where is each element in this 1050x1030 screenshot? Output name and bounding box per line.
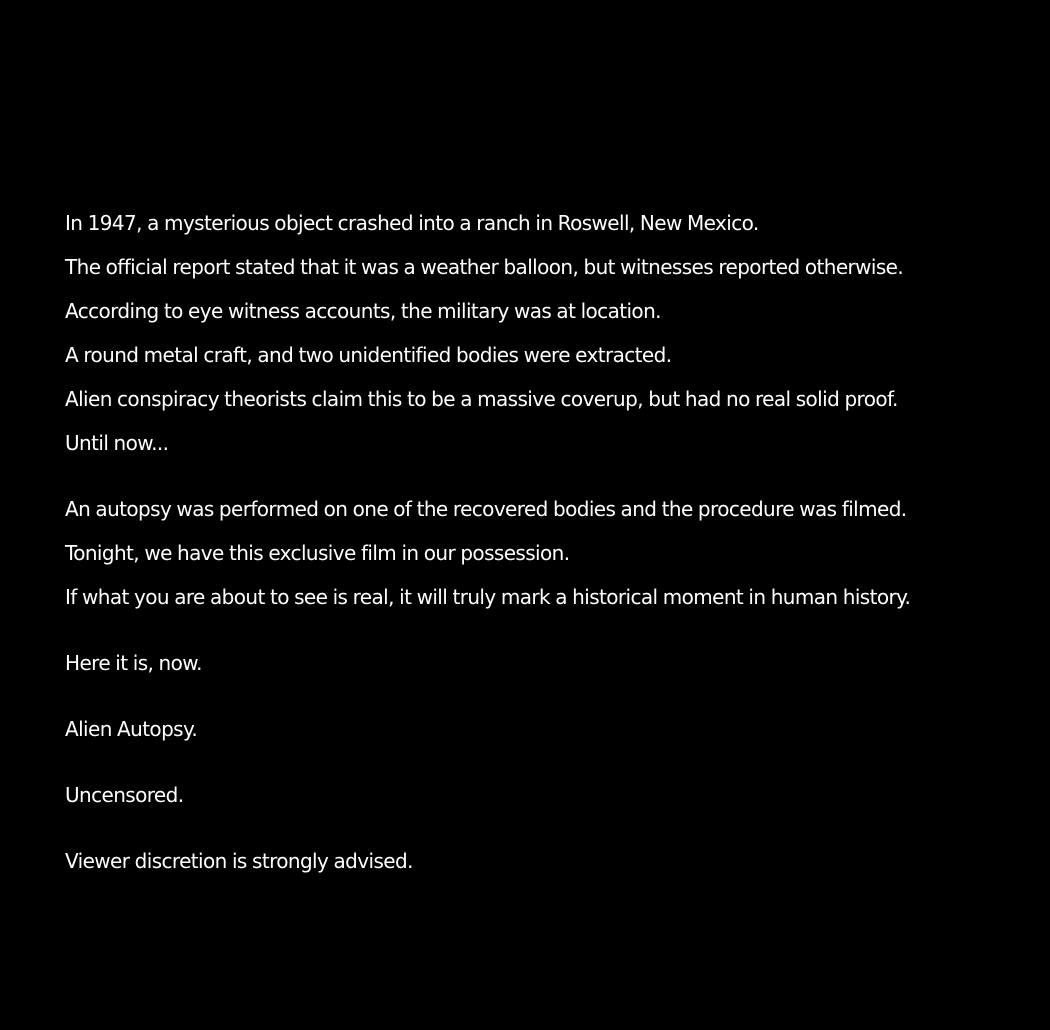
intro-paragraph-discretion bbox=[65, 845, 1040, 889]
intro-line: The official report stated that it was a weather balloon, but witnesses reported otherwise. bbox=[65, 255, 904, 279]
intro-line: According to eye witness accounts, the military was at location. bbox=[65, 299, 661, 323]
intro-paragraph-uncensored bbox=[65, 779, 1040, 823]
intro-line: In 1947, a mysterious object crashed into a ranch in Roswell, New Mexico. bbox=[65, 211, 759, 235]
intro-paragraph-title bbox=[65, 713, 1040, 757]
intro-line: Alien Autopsy. bbox=[65, 717, 198, 741]
intro-paragraph-here-it-is bbox=[65, 647, 1040, 691]
intro-paragraph-roswell bbox=[65, 207, 1040, 471]
intro-paragraph-autopsy bbox=[65, 493, 1040, 625]
intro-line: Tonight, we have this exclusive film in our possession. bbox=[65, 541, 570, 565]
intro-line: Alien conspiracy theorists claim this to be a massive coverup, but had no real solid proof. bbox=[65, 387, 898, 411]
intro-line: Here it is, now. bbox=[65, 651, 202, 675]
intro-line: If what you are about to see is real, it will truly mark a historical moment in human history. bbox=[65, 585, 911, 609]
intro-line: Until now... bbox=[65, 431, 169, 455]
intro-text-block bbox=[65, 207, 1040, 889]
intro-line: A round metal craft, and two unidentified bodies were extracted. bbox=[65, 343, 672, 367]
intro-line: Viewer discretion is strongly advised. bbox=[65, 849, 413, 873]
intro-line: An autopsy was performed on one of the recovered bodies and the procedure was filmed. bbox=[65, 497, 907, 521]
intro-line: Uncensored. bbox=[65, 783, 184, 807]
